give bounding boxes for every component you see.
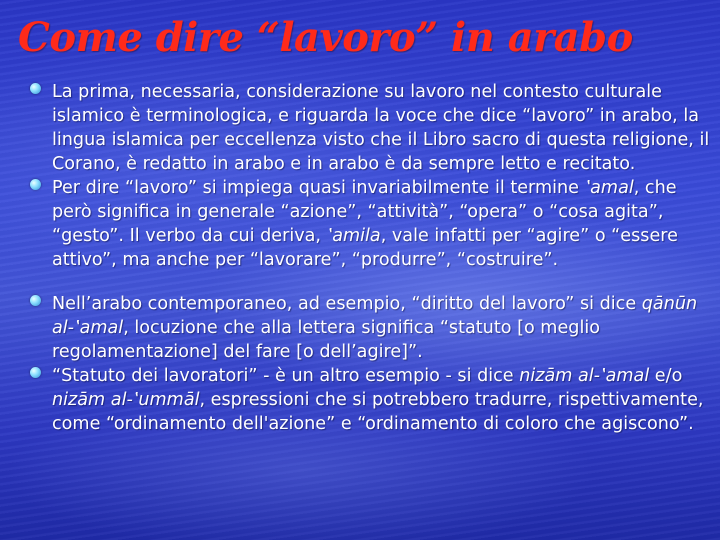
bullet-icon <box>30 295 41 306</box>
bullet-text-segment: , locuzione che alla lettera significa “statuto [o meglio regolamentazione] del fare [o dell’agire]”. <box>52 318 600 362</box>
bullet-text: La prima, necessaria, considerazione su lavoro nel contesto culturale islamico è terminologica, e riguarda la voce che dice “lavoro” in arabo, la lingua islamica per eccellenza visto che il Libro sacro di questa religione, il Corano, è redatto in arabo e in arabo è da sempre letto e recitato. <box>52 82 710 174</box>
bullet-icon <box>30 367 41 378</box>
arabic-term: nizām al-‛amal <box>519 366 650 386</box>
arabic-term: qānūn al-‛amal <box>52 294 698 338</box>
bullet-item <box>30 364 710 436</box>
arabic-term: ‛amila <box>326 226 381 246</box>
bullet-icon <box>30 179 41 190</box>
bullet-text-segment: Per dire “lavoro” si impiega quasi invariabilmente il termine <box>52 178 585 198</box>
bullet-item <box>30 80 710 176</box>
bullet-item <box>30 292 710 364</box>
slide-body <box>30 80 710 436</box>
bullet-item <box>30 176 710 272</box>
bullet-text-segment: , espressioni che si potrebbero tradurre, rispettivamente, come “ordinamento dell'azione” e “ordinamento di coloro che agiscono”. <box>52 390 704 434</box>
bullet-text-segment: , vale infatti per “agire” o “essere attivo”, ma anche per “lavorare”, “produrre”, “costruire”. <box>52 226 678 270</box>
arabic-term: nizām al-‛ummāl <box>52 390 200 410</box>
slide-title: Come dire “lavoro” in arabo <box>18 14 633 61</box>
bullet-text-segment: Nell’arabo contemporaneo, ad esempio, “diritto del lavoro” si dice <box>52 294 642 314</box>
arabic-term: ‛amal <box>584 178 634 198</box>
bullet-icon <box>30 83 41 94</box>
spacer <box>30 272 710 292</box>
bullet-text-segment: , che però significa in generale “azione”, “attività”, “opera” o “cosa agita”, “gesto”. Il verbo da cui deriva, <box>52 178 677 246</box>
bullet-text-segment: e/o <box>649 366 683 386</box>
bullet-text-segment: “Statuto dei lavoratori” - è un altro esempio - si dice <box>52 366 520 386</box>
